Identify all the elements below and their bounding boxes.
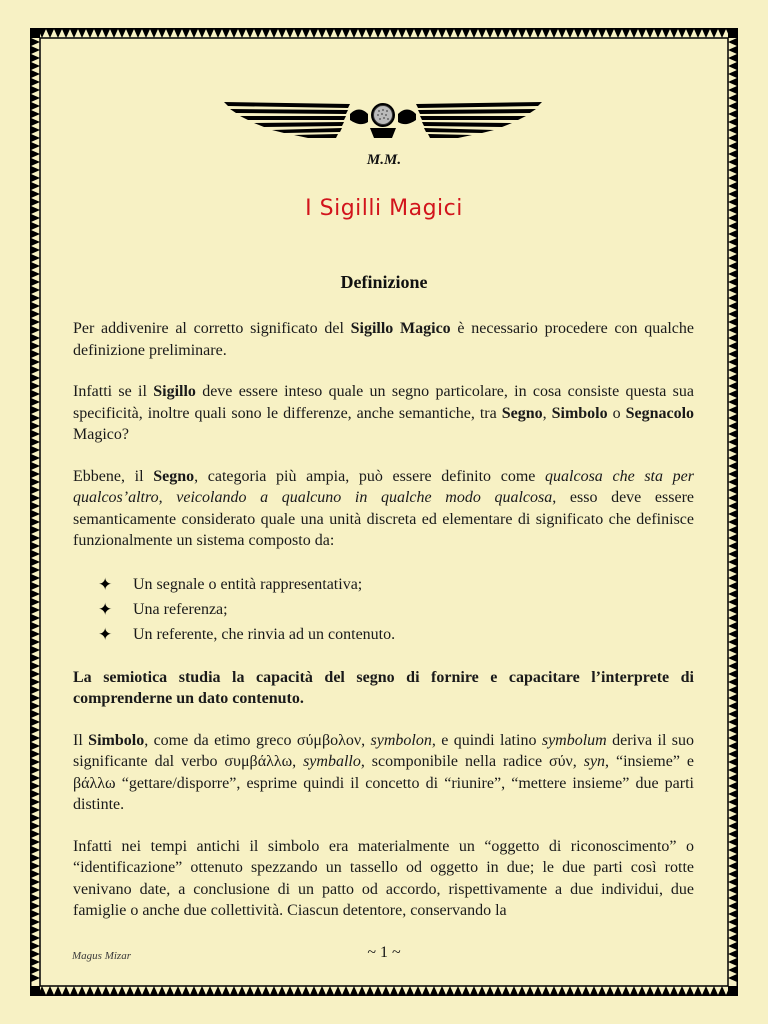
paragraph-6: Infatti nei tempi antichi il simbolo era materialmente un “oggetto di riconoscimento” o “identificazione” ottenuto spezzando un tassello od oggetto in due; le due parti così rotte venivano date, a conclusione di un patto od accordo, rispettivamente a due individui, due famiglie o anche due collettività. Ciascun detentore, conservando la xyxy=(73,837,694,919)
page-number: ~ 1 ~ xyxy=(367,944,401,961)
four-point-star-icon: ✦ xyxy=(98,624,113,644)
paragraph-5: Il Simbolo, come da etimo greco σύμβολον, symbolon, e quindi latino symbolum deriva il suo significante dal verbo συμβάλλω, symballo, scomponibile nella radice σύν, syn, “insieme” e βάλλω “gettare/disporre”, esprime quindi il concetto di “riunire”, “mettere insieme” due parti distinte. xyxy=(73,731,694,813)
four-point-star-icon: ✦ xyxy=(98,574,113,594)
list-item: ✦ Un segnale o entità rappresentativa; xyxy=(73,572,694,597)
paragraph-3: Ebbene, il Segno, categoria più ampia, può essere definito come qualcosa che sta per qualcos’altro, veicolando a qualcuno in qualche modo qualcosa, esso deve essere semanticamente considerato quale una unità discreta ed elementare di significato che definisce funzionalmente un sistema composto da: xyxy=(73,467,695,549)
bullet-list xyxy=(73,572,694,647)
section-heading: Definizione xyxy=(340,272,428,292)
paragraph-2: Infatti se il Sigillo deve essere inteso quale un segno particolare, in cosa consiste questa sua specificità, inoltre quali sono le differenze, anche semantiche, tra Segno, Simbolo o Segnacolo Magico? xyxy=(73,383,695,443)
footer-author: Magus Mizar xyxy=(72,950,131,962)
list-item: ✦ Un referente, che rinvia ad un contenuto. xyxy=(73,622,694,647)
document-title: I Sigilli Magici xyxy=(305,196,463,221)
winged-sun-disc-icon xyxy=(222,100,544,140)
paragraph-4: La semiotica studia la capacità del segno di fornire e capacitare l’interprete di comprenderne un dato contenuto. xyxy=(73,668,694,707)
author-initials: M.M. xyxy=(366,152,402,168)
document-body xyxy=(73,318,694,942)
four-point-star-icon: ✦ xyxy=(98,599,113,619)
list-item: ✦ Una referenza; xyxy=(73,597,694,622)
paragraph-1: Per addivenire al corretto significato del Sigillo Magico è necessario procedere con qualche definizione preliminare. xyxy=(73,320,694,359)
